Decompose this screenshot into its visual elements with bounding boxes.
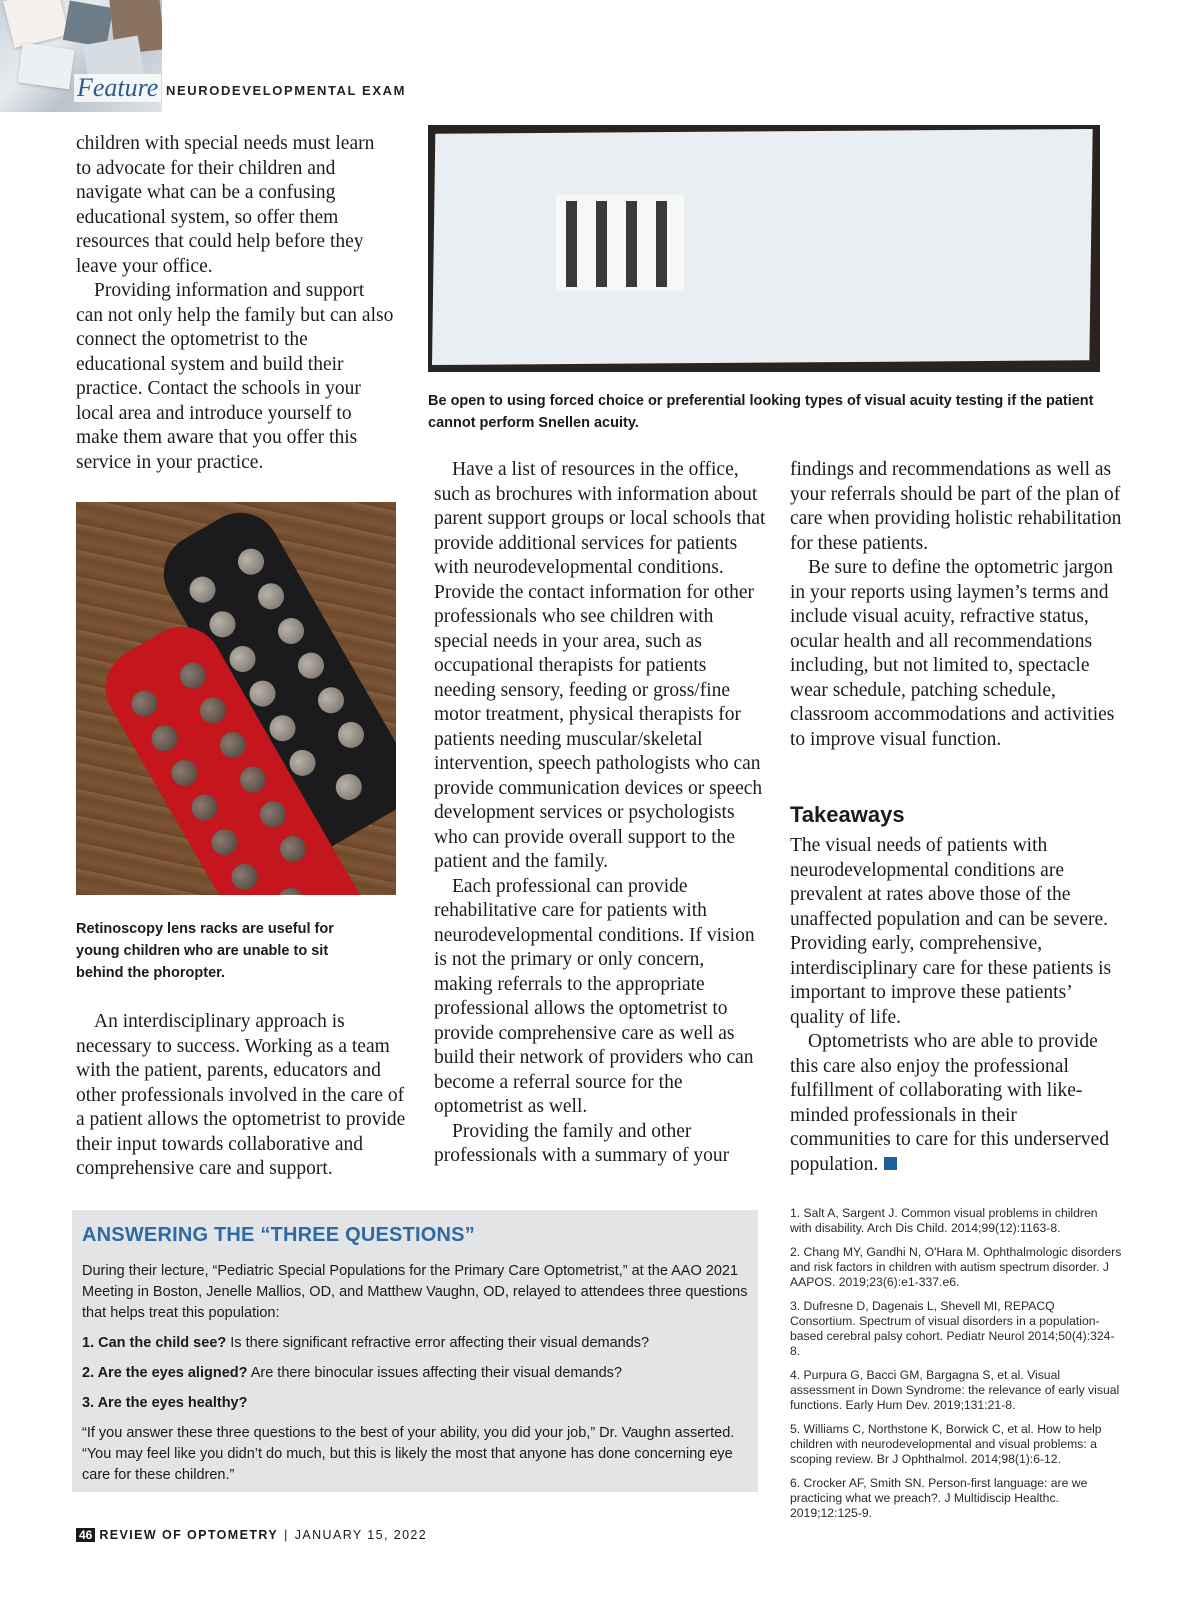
grating-card-caption: Be open to using forced choice or preferential looking types of visual acuity testing if the patient cannot perform Snellen acuity. <box>428 393 1094 431</box>
column-3-upper-text <box>790 458 1122 752</box>
end-of-article-mark <box>884 1157 897 1170</box>
three-questions-sidebar <box>72 1210 758 1492</box>
column-1-bottom-text <box>76 1010 406 1182</box>
column-3-lower-text <box>790 834 1122 1177</box>
sidebar-title: ANSWERING THE “THREE QUESTIONS” <box>82 1224 475 1246</box>
publication-name: REVIEW OF OPTOMETRY <box>99 1528 279 1542</box>
feature-label: Feature <box>74 74 161 102</box>
sidebar-question-1: 1. Can the child see? Is there significant refractive error affecting their visual demands? <box>82 1335 650 1351</box>
issue-date: JANUARY 15, 2022 <box>294 1528 428 1542</box>
sidebar-quote: “If you answer these three questions to the best of your ability, you did your job,” Dr. Vaughn asserted. “You may feel like you didn’t do much, but this is likely the most that anyone has done concerning eye care for these children.” <box>82 1425 735 1483</box>
paragraph: An interdisciplinary approach is necessary to success. Working as a team with the patient, parents, educators and other professionals involved in the care of a patient allows the optometrist to provide their input towards collaborative and comprehensive care and support. <box>76 1011 406 1179</box>
takeaways-heading: Takeaways <box>790 802 905 827</box>
page-footer <box>76 1528 427 1542</box>
references-list <box>790 1206 1122 1530</box>
sidebar-question-3: 3. Are the eyes healthy? <box>82 1395 248 1411</box>
paragraph: children with special needs must learn to advocate for their children and navigate what can be a confusing educational system, so offer them resources that could help before they leave your office. <box>76 133 375 277</box>
reference-item: 2. Chang MY, Gandhi N, O'Hara M. Ophthalmologic disorders and risk factors in children with autism spectrum disorder. J AAPOS. 2019;23(6):e1-337.e6. <box>790 1245 1122 1289</box>
column-1-top-text <box>76 132 394 475</box>
reference-item: 5. Williams C, Northstone K, Borwick C, et al. How to help children with neurodevelopmental and visual problems: a scoping review. Br J Ophthalmol. 2014;98(1):6-12. <box>790 1422 1102 1466</box>
reference-item: 6. Crocker AF, Smith SN. Person-first language: are we practicing what we preach?. J Multidiscip Healthc. 2019;12:125-9. <box>790 1476 1088 1520</box>
closing-paragraph-text: Optometrists who are able to provide this care also enjoy the professional fulfillment of collaborating with like-minded professionals in their communities to care for this underserved population. <box>790 1031 1109 1175</box>
lens-rack-caption: Retinoscopy lens racks are useful for young children who are unable to sit behind the phoropter. <box>76 921 334 981</box>
paragraph <box>790 1030 1122 1177</box>
reference-item: 4. Purpura G, Bacci GM, Bargagna S, et al. Visual assessment in Down Syndrome: the relevance of early visual functions. Early Hum Dev. 2019;131:21-8. <box>790 1368 1120 1412</box>
retinoscopy-lens-rack-photo <box>76 502 396 895</box>
sidebar-intro: During their lecture, “Pediatric Special Populations for the Primary Care Optometrist,” at the AAO 2021 Meeting in Boston, Jenelle Mallios, OD, and Matthew Vaughn, OD, relayed to attendees three questions that helps treat this population: <box>82 1263 748 1321</box>
paragraph: Each professional can provide rehabilitative care for patients with neurodevelopmental conditions. If vision is not the primary or only concern, making referrals to the appropriate professional allows the optometrist to provide comprehensive care as well as build their network of providers who can become a referral source for the optometrist as well. <box>434 875 755 1117</box>
section-label: NEURODEVELOPMENTAL EXAM <box>166 83 407 98</box>
page-number: 46 <box>76 1528 95 1542</box>
reference-item: 1. Salt A, Sargent J. Common visual problems in children with disability. Arch Dis Child. 2014;99(12):1163-8. <box>790 1206 1098 1235</box>
reference-item: 3. Dufresne D, Dagenais L, Shevell MI, REPACQ Consortium. Spectrum of visual disorders in a population-based cerebral palsy cohort. Pediatr Neurol 2014;50(4):324-8. <box>790 1299 1115 1358</box>
preferential-looking-card-photo <box>428 125 1100 372</box>
paragraph: findings and recommendations as well as your referrals should be part of the plan of care when providing holistic rehabilitation for these patients. <box>790 459 1122 554</box>
footer-separator: | <box>284 1528 289 1542</box>
column-2-text <box>434 458 766 1169</box>
paragraph: Providing the family and other professionals with a summary of your <box>434 1120 730 1166</box>
paragraph: The visual needs of patients with neurodevelopmental conditions are prevalent at rates above those of the unaffected population and can be severe. Providing early, comprehensive, interdisciplinary care for these patients is important to improve these patients’ quality of life. <box>790 835 1112 1028</box>
paragraph: Providing information and support can not only help the family but can also connect the optometrist to the educational system and build their practice. Contact the schools in your local area and introduce yourself to make them aware that you offer this service in your practice. <box>76 280 394 473</box>
paragraph: Be sure to define the optometric jargon in your reports using laymen’s terms and include visual acuity, refractive status, ocular health and all recommendations including, but not limited to, spectacle wear schedule, patching schedule, classroom accommodations and activities to improve visual function. <box>790 557 1115 750</box>
paragraph: Have a list of resources in the office, such as brochures with information about parent support groups or local schools that provide additional services for patients with neurodevelopmental conditions. Provide the contact information for other professionals who see children with special needs in your area, such as occupational therapists for patients needing sensory, feeding or gross/fine motor treatment, physical therapists for patients needing muscular/skeletal intervention, speech pathologists who can provide communication devices or speech development services or psychologists who can provide overall support to the patient and the family. <box>434 459 766 872</box>
sidebar-question-2: 2. Are the eyes aligned? Are there binocular issues affecting their visual demands? <box>82 1365 622 1381</box>
